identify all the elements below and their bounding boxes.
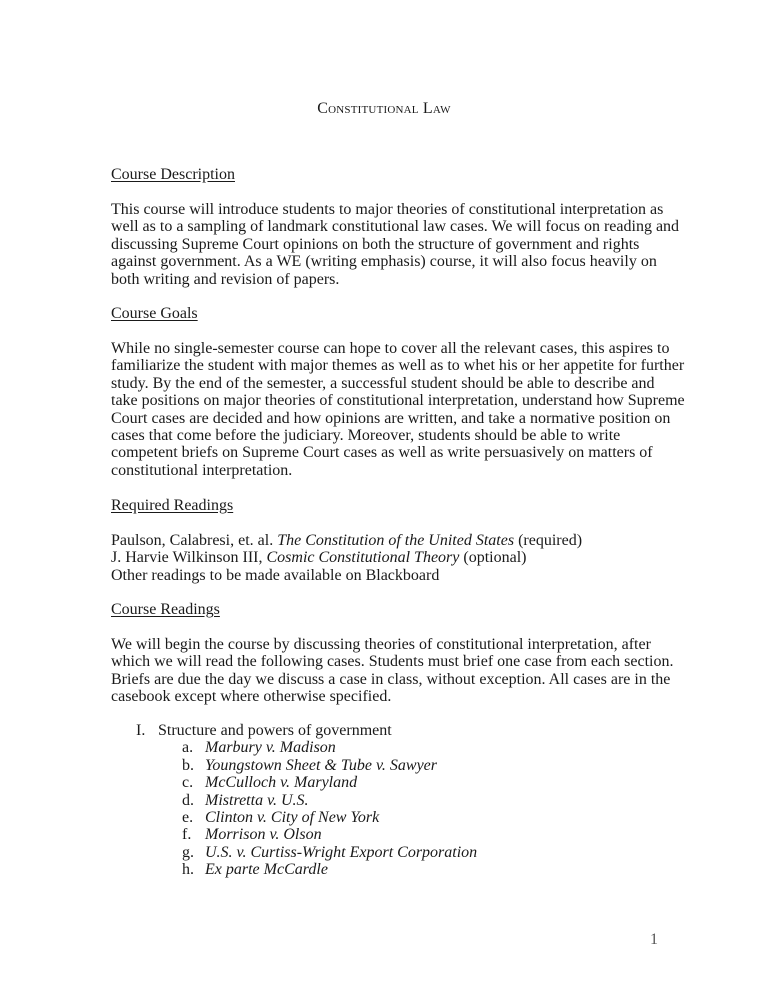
case-letter: e. [182,808,194,826]
case-item [182,792,636,809]
paragraph-line: both writing and revision of papers. [111,270,340,288]
case-item [182,757,636,774]
case-letter: f. [182,826,192,844]
paragraph-line: well as to a sampling of landmark constitutional law cases. We will focus on reading and [111,218,680,236]
course-goals-paragraph [111,340,685,479]
course-description-section [111,166,671,183]
reading-item [111,549,671,566]
case-name: Morrison v. Olson [205,826,322,844]
case-name: Youngstown Sheet & Tube v. Sawyer [205,756,437,774]
reading-title: Cosmic Constitutional Theory [266,549,460,567]
paragraph-line: against government. As a WE (writing emphasis) course, it will also focus heavily on [111,253,657,271]
reading-note: (required) [514,532,583,549]
case-item [182,861,636,878]
reading-author: Paulson, Calabresi, et. al. [111,532,278,549]
course-readings-section [111,601,671,618]
paragraph-line: Briefs are due the day we discuss a case in class, without exception. All cases are in the [111,670,671,688]
case-item [182,826,636,843]
case-name: McCulloch v. Maryland [205,774,358,792]
course-goals-section [111,305,671,322]
case-item [182,844,636,861]
case-name: Ex parte McCardle [205,861,328,879]
paragraph-line: competent briefs on Supreme Court cases as well as write persuasively on matters of [111,444,653,462]
case-letter: h. [182,861,194,879]
case-list [182,739,636,878]
case-letter: c. [182,774,194,792]
paragraph-line: study. By the end of the semester, a successful student should be able to describe and [111,374,655,392]
reading-item [111,567,671,584]
document-title: Constitutional Law [317,100,451,117]
required-readings-section [111,497,671,514]
paragraph-line: casebook except where otherwise specified. [111,688,392,706]
case-name: Clinton v. City of New York [205,808,380,826]
paragraph-line: discussing Supreme Court opinions on both the structure of government and rights [111,235,640,253]
paragraph-line: constitutional interpretation. [111,461,293,479]
case-item [182,739,636,756]
outline-section-heading [136,722,636,739]
course-goals-heading: Course Goals [111,305,198,322]
page-number: 1 [650,931,658,948]
course-readings-heading: Course Readings [111,601,220,618]
case-letter: a. [182,739,194,757]
case-letter: d. [182,791,194,809]
paragraph-line: take positions on major theories of constitutional interpretation, understand how Supreme [111,392,685,410]
case-name: Marbury v. Madison [205,739,336,757]
case-letter: b. [182,756,194,774]
case-letter: g. [182,843,194,861]
reading-text: Other readings to be made available on Blackboard [111,566,440,584]
case-name: U.S. v. Curtiss-Wright Export Corporation [205,843,478,861]
section-numeral: I. [136,722,146,739]
paragraph-line: which we will read the following cases. Students must brief one case from each section. [111,653,674,671]
required-readings-list [111,532,671,584]
required-readings-heading: Required Readings [111,497,234,514]
course-description-heading: Course Description [111,166,235,183]
paragraph-line: cases that come before the judiciary. Moreover, students should be able to write [111,427,621,445]
reading-title: The Constitution of the United States [277,532,515,549]
paragraph-line: We will begin the course by discussing theories of constitutional interpretation, after [111,636,651,653]
paragraph-line: While no single-semester course can hope to cover all the relevant cases, this aspires to [111,340,670,357]
case-outline [136,722,636,879]
case-item [182,774,636,791]
section-label: Structure and powers of government [158,722,392,739]
case-item [182,809,636,826]
reading-item [111,532,671,549]
paragraph-line: Court cases are decided and how opinions are written, and take a normative position on [111,409,671,427]
course-description-paragraph [111,201,680,288]
paragraph-line: familiarize the student with major themes as well as to whet his or her appetite for further [111,357,685,375]
paragraph-line: This course will introduce students to major theories of constitutional interpretation as [111,201,664,218]
reading-author: J. Harvie Wilkinson III, [111,549,267,567]
case-name: Mistretta v. U.S. [205,791,309,809]
reading-note: (optional) [459,549,527,567]
course-readings-paragraph [111,636,674,706]
